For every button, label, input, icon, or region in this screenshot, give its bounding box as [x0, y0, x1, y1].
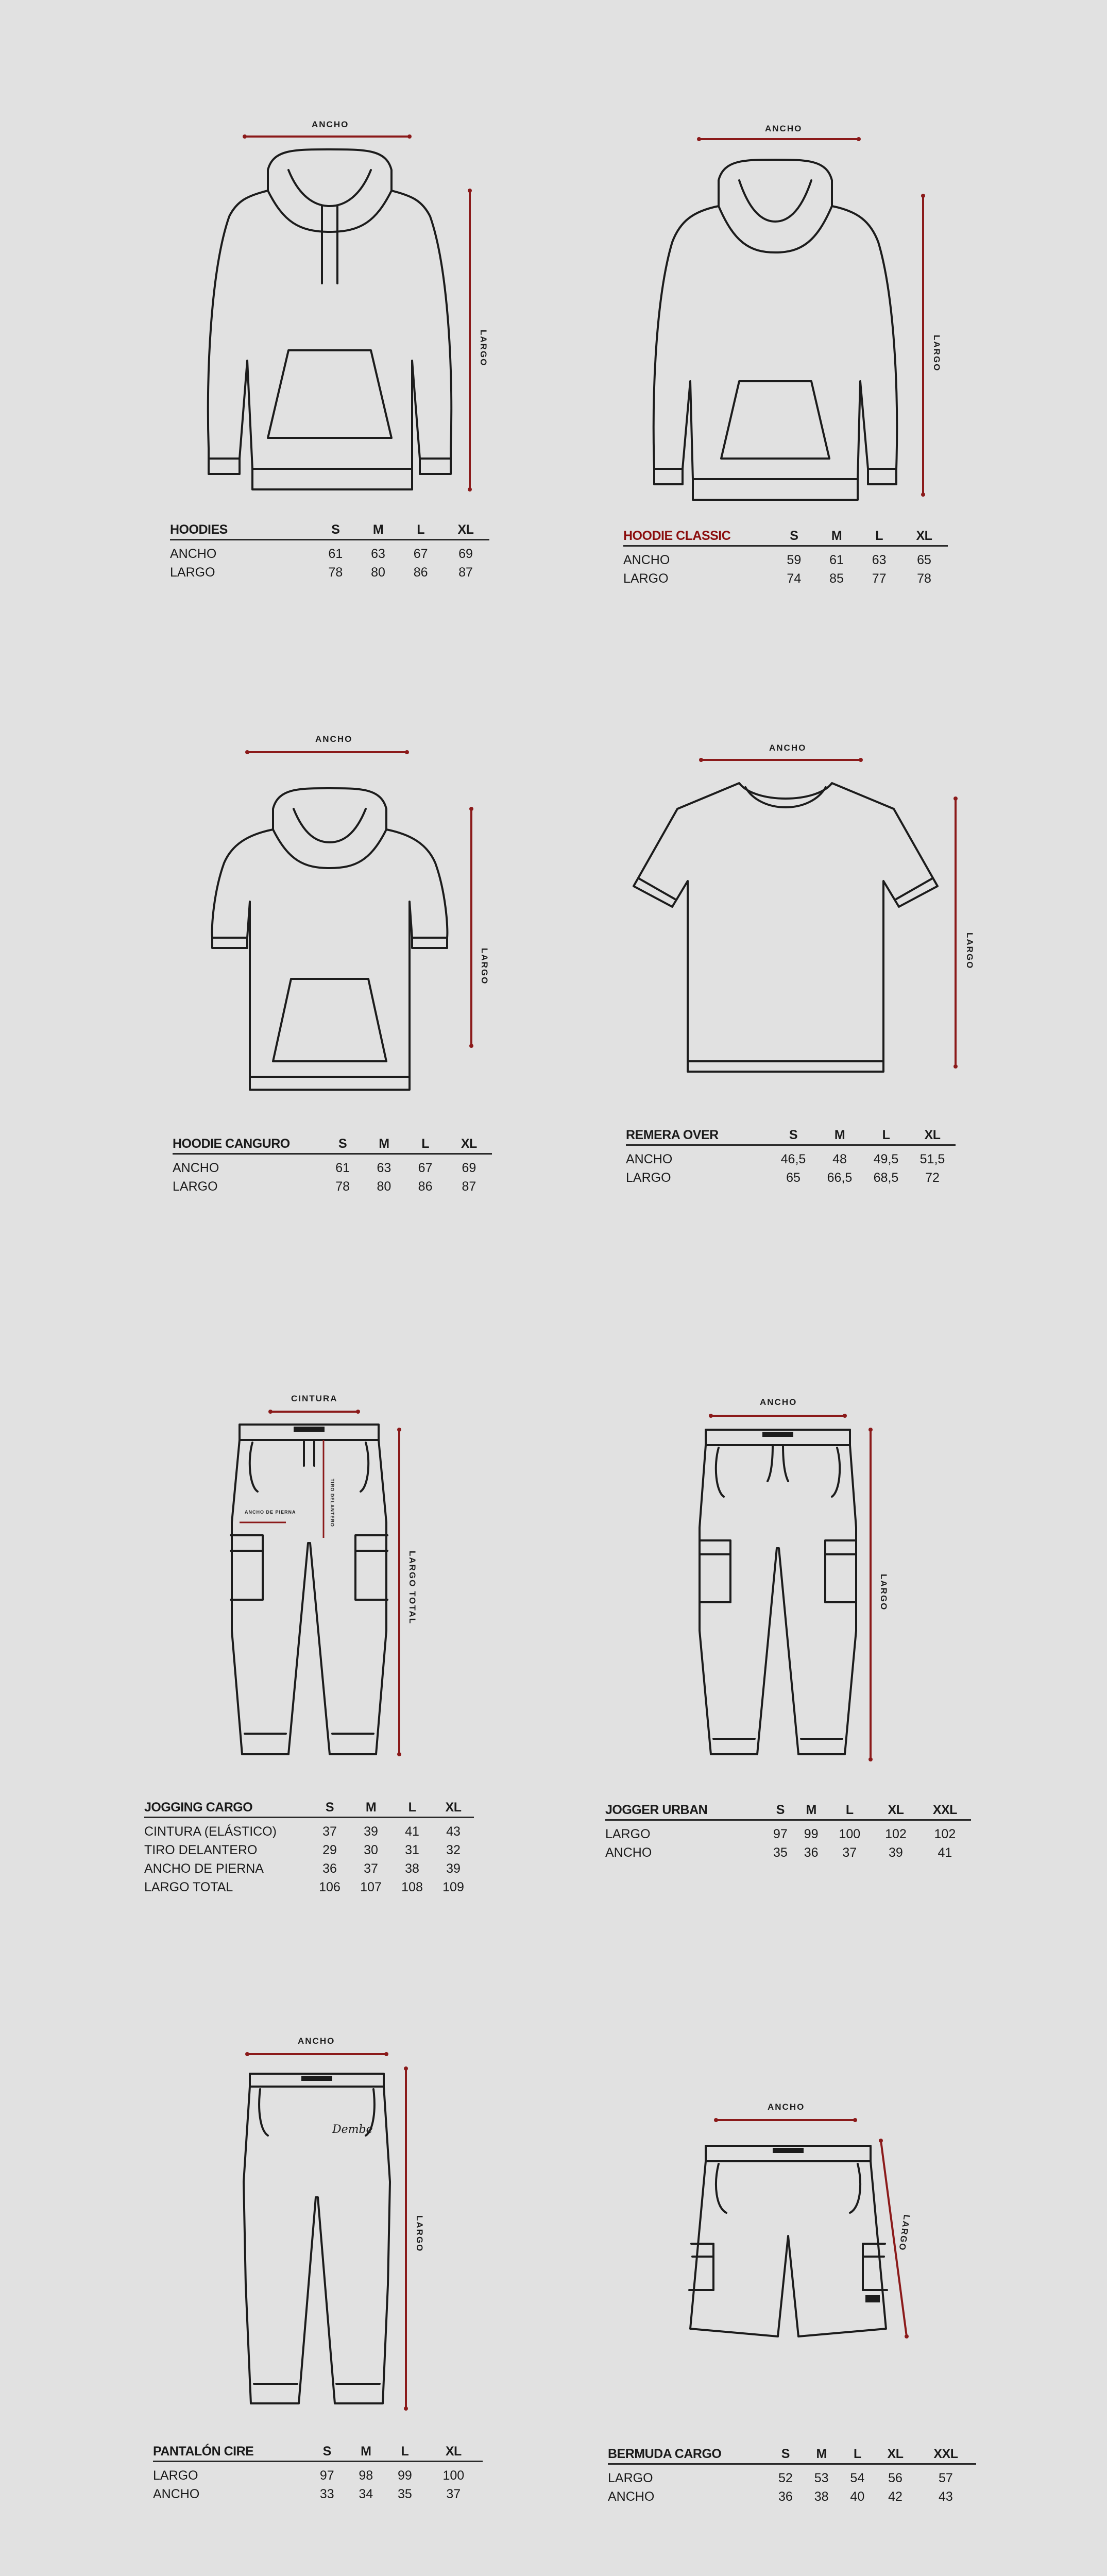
cell: 77 [872, 571, 887, 586]
cell: 100 [839, 1826, 861, 1841]
size-header: M [347, 2442, 386, 2462]
product-name: PANTALÓN CIRE [153, 2442, 308, 2462]
size-header: XXL [919, 1801, 971, 1820]
largo-measure-line [401, 2066, 411, 2411]
largo-measure-line [918, 193, 928, 497]
table-row [153, 2462, 483, 2485]
cell: 85 [829, 571, 844, 586]
cell: 37 [322, 1824, 337, 1839]
largo-label: LARGO [479, 330, 488, 367]
size-header: M [357, 520, 400, 540]
size-header: S [770, 1126, 816, 1145]
cell: 51,5 [919, 1151, 945, 1166]
table-row [623, 546, 948, 570]
size-table-bermuda-cargo [608, 2445, 976, 2506]
cell: 36 [778, 2489, 793, 2504]
size-header: XL [873, 1801, 919, 1820]
cell: 78 [328, 565, 343, 580]
cell: 43 [939, 2489, 953, 2504]
size-header: XL [446, 1134, 492, 1154]
ancho-label: ANCHO [765, 124, 803, 133]
cell: 61 [335, 1160, 350, 1175]
size-table-hoodie-canguro [173, 1134, 492, 1196]
table-row [608, 2464, 976, 2488]
row-label: LARGO [153, 2468, 198, 2483]
cell: 74 [787, 571, 802, 586]
ancho-de-pierna-label: ANCHO DE PIERNA [245, 1510, 296, 1515]
table-row [626, 1168, 956, 1187]
cell: 97 [773, 1826, 788, 1841]
row-label: ANCHO [605, 1845, 652, 1860]
cell: 39 [889, 1845, 903, 1860]
cell: 48 [832, 1151, 847, 1166]
cell: 99 [804, 1826, 819, 1841]
row-label: LARGO TOTAL [144, 1879, 233, 1894]
table-row [170, 563, 489, 582]
largo-label: LARGO [480, 948, 489, 985]
largo-total-label: LARGO TOTAL [407, 1551, 417, 1625]
cell: 32 [446, 1842, 461, 1857]
cell: 35 [397, 2486, 412, 2501]
cell: 66,5 [827, 1170, 853, 1185]
size-header: XL [442, 520, 489, 540]
product-name: JOGGING CARGO [144, 1798, 309, 1818]
ancho-label: ANCHO [315, 734, 353, 744]
cell: 67 [418, 1160, 433, 1175]
cell: 40 [850, 2489, 865, 2504]
cell: 87 [462, 1179, 476, 1194]
size-header: L [839, 2445, 875, 2464]
size-header: XXL [915, 2445, 976, 2464]
row-label: ANCHO [608, 2489, 655, 2504]
pantalon-cire-illustration [240, 2069, 394, 2414]
row-label: ANCHO [153, 2486, 200, 2501]
cell: 78 [917, 571, 931, 586]
cell: 30 [364, 1842, 378, 1857]
row-label: LARGO [626, 1170, 671, 1185]
size-table-pantalon-cire [153, 2442, 483, 2503]
row-label: ANCHO [626, 1151, 673, 1166]
table-row [623, 569, 948, 588]
cell: 35 [773, 1845, 788, 1860]
size-header: M [363, 1134, 404, 1154]
product-name: HOODIES [170, 520, 314, 540]
size-header: S [309, 1798, 350, 1818]
cell: 107 [360, 1879, 382, 1894]
cell: 87 [458, 565, 473, 580]
size-header: M [815, 527, 858, 546]
size-header: M [816, 1126, 863, 1145]
cell: 57 [939, 2470, 953, 2485]
product-name: BERMUDA CARGO [608, 2445, 768, 2464]
cell: 69 [458, 546, 473, 561]
cell: 37 [842, 1845, 857, 1860]
table-row [144, 1841, 474, 1859]
cell: 65 [917, 552, 931, 567]
cell: 38 [814, 2489, 829, 2504]
cell: 41 [938, 1845, 952, 1860]
size-header: L [404, 1134, 446, 1154]
size-header: XL [875, 2445, 915, 2464]
bermuda-cargo-illustration [685, 2141, 891, 2347]
cell: 67 [413, 546, 428, 561]
size-header: S [322, 1134, 363, 1154]
cintura-label: CINTURA [291, 1394, 338, 1403]
table-row [144, 1818, 474, 1841]
cell: 42 [888, 2489, 902, 2504]
ancho-measure-line [242, 131, 412, 142]
cell: 61 [829, 552, 844, 567]
size-table-jogger-urban [605, 1801, 971, 1862]
size-table-jogging-cargo [144, 1798, 474, 1896]
cell: 69 [462, 1160, 476, 1175]
size-header: L [385, 2442, 424, 2462]
cell: 100 [442, 2468, 465, 2483]
size-header: L [858, 527, 900, 546]
cell: 37 [364, 1861, 378, 1876]
product-name: REMERA OVER [626, 1126, 770, 1145]
ancho-measure-line [699, 755, 863, 765]
cell: 80 [377, 1179, 391, 1194]
size-header: S [765, 1801, 796, 1820]
cell: 99 [397, 2468, 412, 2483]
size-table-hoodies [170, 520, 489, 582]
cell: 29 [322, 1842, 337, 1857]
cell: 31 [405, 1842, 419, 1857]
cell: 41 [405, 1824, 419, 1839]
cell: 63 [371, 546, 385, 561]
cell: 33 [319, 2486, 334, 2501]
cell: 102 [934, 1826, 956, 1841]
product-name: HOODIE CANGURO [173, 1134, 322, 1154]
row-label: LARGO [605, 1826, 651, 1841]
cell: 39 [446, 1861, 461, 1876]
cell: 52 [778, 2470, 793, 2485]
cell: 36 [804, 1845, 819, 1860]
cell: 63 [377, 1160, 391, 1175]
cell: 38 [405, 1861, 419, 1876]
ancho-label: ANCHO [312, 120, 349, 129]
ancho-de-pierna-measure-line [237, 1517, 288, 1528]
ancho-label: ANCHO [760, 1397, 797, 1407]
row-label: CINTURA (ELÁSTICO) [144, 1824, 277, 1839]
largo-measure-line [465, 188, 475, 492]
ancho-measure-line [708, 1411, 847, 1421]
table-row [153, 2485, 483, 2503]
size-header: L [827, 1801, 873, 1820]
cell: 106 [319, 1879, 340, 1894]
cell: 65 [786, 1170, 801, 1185]
table-row [173, 1177, 492, 1196]
cell: 59 [787, 552, 802, 567]
cintura-measure-line [268, 1406, 361, 1417]
largo-label: LARGO [897, 2214, 912, 2252]
ancho-measure-line [245, 747, 410, 757]
row-label: ANCHO DE PIERNA [144, 1861, 264, 1876]
largo-measure-line [865, 1427, 876, 1762]
row-label: TIRO DELANTERO [144, 1842, 258, 1857]
cell: 63 [872, 552, 887, 567]
size-header: L [399, 520, 442, 540]
cell: 37 [446, 2486, 461, 2501]
jogger-urban-illustration [695, 1425, 860, 1765]
row-label: LARGO [173, 1179, 218, 1194]
largo-measure-line [950, 796, 961, 1069]
cell: 109 [442, 1879, 464, 1894]
table-row [170, 540, 489, 564]
size-table-remera-over [626, 1126, 956, 1187]
largo-label: LARGO [415, 2215, 424, 2252]
size-header: L [863, 1126, 909, 1145]
size-header: S [308, 2442, 347, 2462]
hoodie-canguro-illustration [201, 773, 458, 1092]
size-header: M [350, 1798, 391, 1818]
cell: 80 [371, 565, 385, 580]
cell: 54 [850, 2470, 865, 2485]
cell: 98 [359, 2468, 373, 2483]
cell: 56 [888, 2470, 902, 2485]
size-header: XL [909, 1126, 956, 1145]
size-header: XL [424, 2442, 483, 2462]
garment-print-text: Dembe [332, 2123, 373, 2136]
size-header: S [768, 2445, 804, 2464]
table-row [173, 1154, 492, 1178]
hoodies-illustration [196, 129, 464, 500]
table-row [144, 1859, 474, 1878]
size-header: S [314, 520, 357, 540]
size-header: XL [433, 1798, 474, 1818]
cell: 78 [335, 1179, 350, 1194]
tiro-delantero-label: TIRO DELANTERO [330, 1479, 335, 1527]
row-label: ANCHO [173, 1160, 219, 1175]
row-label: LARGO [623, 571, 669, 586]
cell: 39 [364, 1824, 378, 1839]
cell: 34 [359, 2486, 373, 2501]
row-label: ANCHO [170, 546, 217, 561]
row-label: ANCHO [623, 552, 670, 567]
cell: 86 [418, 1179, 433, 1194]
tiro-measure-line [318, 1437, 329, 1540]
cell: 43 [446, 1824, 461, 1839]
row-label: LARGO [608, 2470, 653, 2485]
size-header: L [391, 1798, 433, 1818]
size-header: XL [900, 527, 948, 546]
cell: 36 [322, 1861, 337, 1876]
ancho-measure-line [245, 2049, 389, 2059]
jogging-cargo-illustration [227, 1419, 391, 1765]
cell: 53 [814, 2470, 829, 2485]
ancho-measure-line [713, 2115, 858, 2125]
table-row [144, 1878, 474, 1896]
ancho-label: ANCHO [298, 2036, 335, 2046]
cell: 49,5 [873, 1151, 899, 1166]
largo-measure-line [466, 806, 476, 1048]
table-row [605, 1820, 971, 1844]
largo-total-measure-line [394, 1427, 404, 1757]
cell: 68,5 [873, 1170, 899, 1185]
product-name: HOODIE CLASSIC [623, 527, 773, 546]
ancho-label: ANCHO [768, 2102, 805, 2112]
largo-label: LARGO [965, 933, 975, 970]
size-table-hoodie-classic [623, 527, 948, 588]
size-header: S [773, 527, 815, 546]
ancho-label: ANCHO [769, 743, 807, 753]
cell: 46,5 [780, 1151, 806, 1166]
largo-label: LARGO [879, 1574, 889, 1611]
remera-over-illustration [626, 773, 945, 1082]
table-row [626, 1145, 956, 1169]
cell: 86 [413, 565, 428, 580]
largo-label: LARGO [932, 335, 942, 372]
cell: 108 [401, 1879, 423, 1894]
cell: 102 [885, 1826, 907, 1841]
size-header: M [796, 1801, 827, 1820]
cell: 97 [319, 2468, 334, 2483]
product-name: JOGGER URBAN [605, 1801, 765, 1820]
ancho-measure-line [696, 134, 861, 144]
table-row [608, 2487, 976, 2506]
row-label: LARGO [170, 565, 215, 580]
cell: 72 [925, 1170, 940, 1185]
size-header: M [804, 2445, 840, 2464]
cell: 61 [328, 546, 343, 561]
table-row [605, 1843, 971, 1862]
hoodie-classic-illustration [641, 139, 909, 510]
